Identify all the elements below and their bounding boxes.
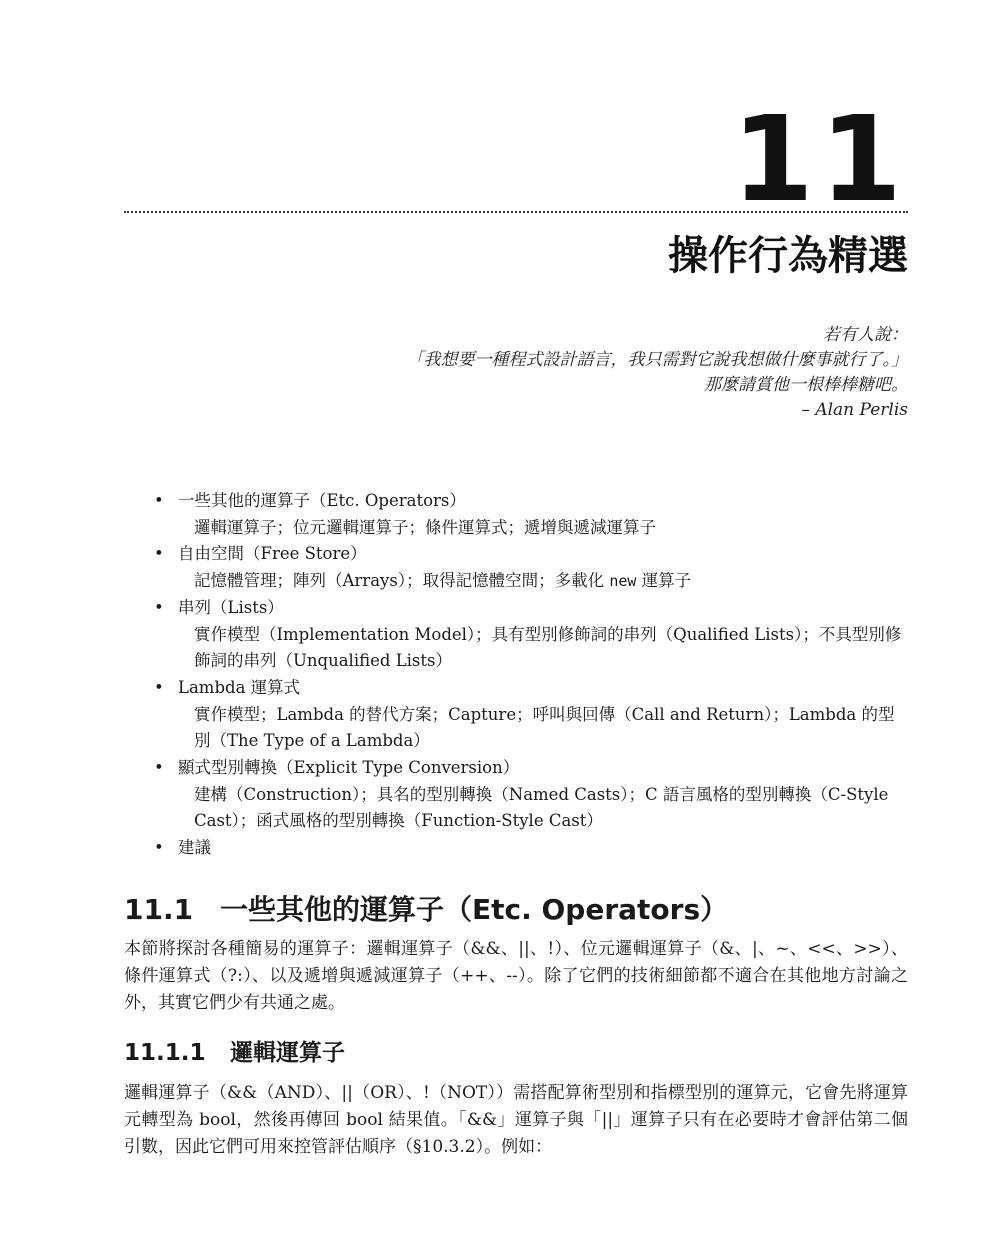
- toc-desc-text: 記憶體管理；陣列（Arrays）；取得記憶體空間；多載化: [194, 571, 610, 591]
- toc-item: [154, 835, 908, 862]
- bullet-icon: •: [154, 597, 164, 617]
- subsection-number: 11.1.1: [124, 1040, 206, 1066]
- epigraph-line: 那麼請賞他一根棒棒糖吧。: [704, 375, 908, 395]
- toc-item: [154, 675, 908, 755]
- bullet-icon: •: [154, 677, 164, 697]
- bullet-icon: •: [154, 491, 164, 510]
- toc-item-description: 實作模型（Implementation Model）；具有型別修飾詞的串列（Qualified Lists）；不具型別修飾詞的串列（Unqualified Lists）: [194, 624, 902, 671]
- epigraph-attribution: – Alan Perlis: [801, 400, 908, 420]
- epigraph-line: 「我想要一種程式設計語言，我只需對它說我想做什麼事就行了。」: [406, 350, 908, 370]
- chapter-title: 操作行為精選: [668, 233, 908, 279]
- toc-desc-code: new: [609, 572, 637, 591]
- toc-item-description: 建構（Construction）；具名的型別轉換（Named Casts）；C 語言風格的型別轉換（C-Style Cast）；函式風格的型別轉換（Function-Style Cast）: [194, 784, 889, 831]
- chapter-number: 11: [731, 90, 908, 228]
- toc-item: [154, 541, 908, 594]
- subsection-heading: [124, 1036, 345, 1070]
- toc-item: [154, 755, 908, 835]
- toc-item-description: 實作模型；Lambda 的替代方案；Capture；呼叫與回傳（Call and Return）；Lambda 的型別（The Type of a Lambda）: [194, 704, 895, 751]
- book-page: [124, 0, 908, 1243]
- subsection-title: 邏輯運算子: [230, 1040, 345, 1066]
- section-title: 一些其他的運算子（Etc. Operators）: [220, 893, 729, 926]
- toc-item-title: 串列（Lists）: [178, 597, 284, 617]
- toc-item-description: [178, 568, 908, 595]
- toc-item-title: 顯式型別轉換（Explicit Type Conversion）: [178, 758, 520, 778]
- chapter-contents-list: [154, 488, 908, 862]
- chapter-divider: [124, 211, 908, 213]
- section-number: 11.1: [124, 893, 194, 926]
- toc-desc-text: 運算子: [636, 571, 692, 591]
- epigraph-line: 若有人說：: [823, 325, 908, 345]
- bullet-icon: •: [154, 758, 164, 778]
- subsection-paragraph: 邏輯運算子（&&（AND）、||（OR）、!（NOT））需搭配算術型別和指標型別的運算元，它會先將運算元轉型為 bool，然後再傳回 bool 結果值。「&&」運算子與「||」運算子只有在必要時才會評估第二個引數，因此它們可用來控管評估順序（§10.3.2）。例如：: [124, 1083, 908, 1157]
- epigraph: [407, 323, 909, 423]
- toc-item: [154, 595, 908, 675]
- section-heading: [124, 890, 728, 930]
- toc-item-description: 邏輯運算子；位元邏輯運算子；條件運算式；遞增與遞減運算子: [194, 517, 656, 537]
- bullet-icon: •: [154, 544, 164, 564]
- bullet-icon: •: [154, 838, 164, 858]
- toc-item-title: Lambda 運算式: [178, 677, 301, 697]
- section-paragraph: 本節將探討各種簡易的運算子：邏輯運算子（&&、||、!）、位元邏輯運算子（&、|、~、<<、>>）、條件運算式（?:）、以及遞增與遞減運算子（++、--）。除了它們的技術細節都不適合在其他地方討論之外，其實它們少有共通之處。: [124, 939, 908, 1013]
- toc-item-title: 建議: [178, 838, 211, 858]
- toc-item-title: 自由空間（Free Store）: [178, 544, 367, 564]
- toc-item: [154, 488, 908, 541]
- toc-item-title: 一些其他的運算子（Etc. Operators）: [178, 491, 466, 510]
